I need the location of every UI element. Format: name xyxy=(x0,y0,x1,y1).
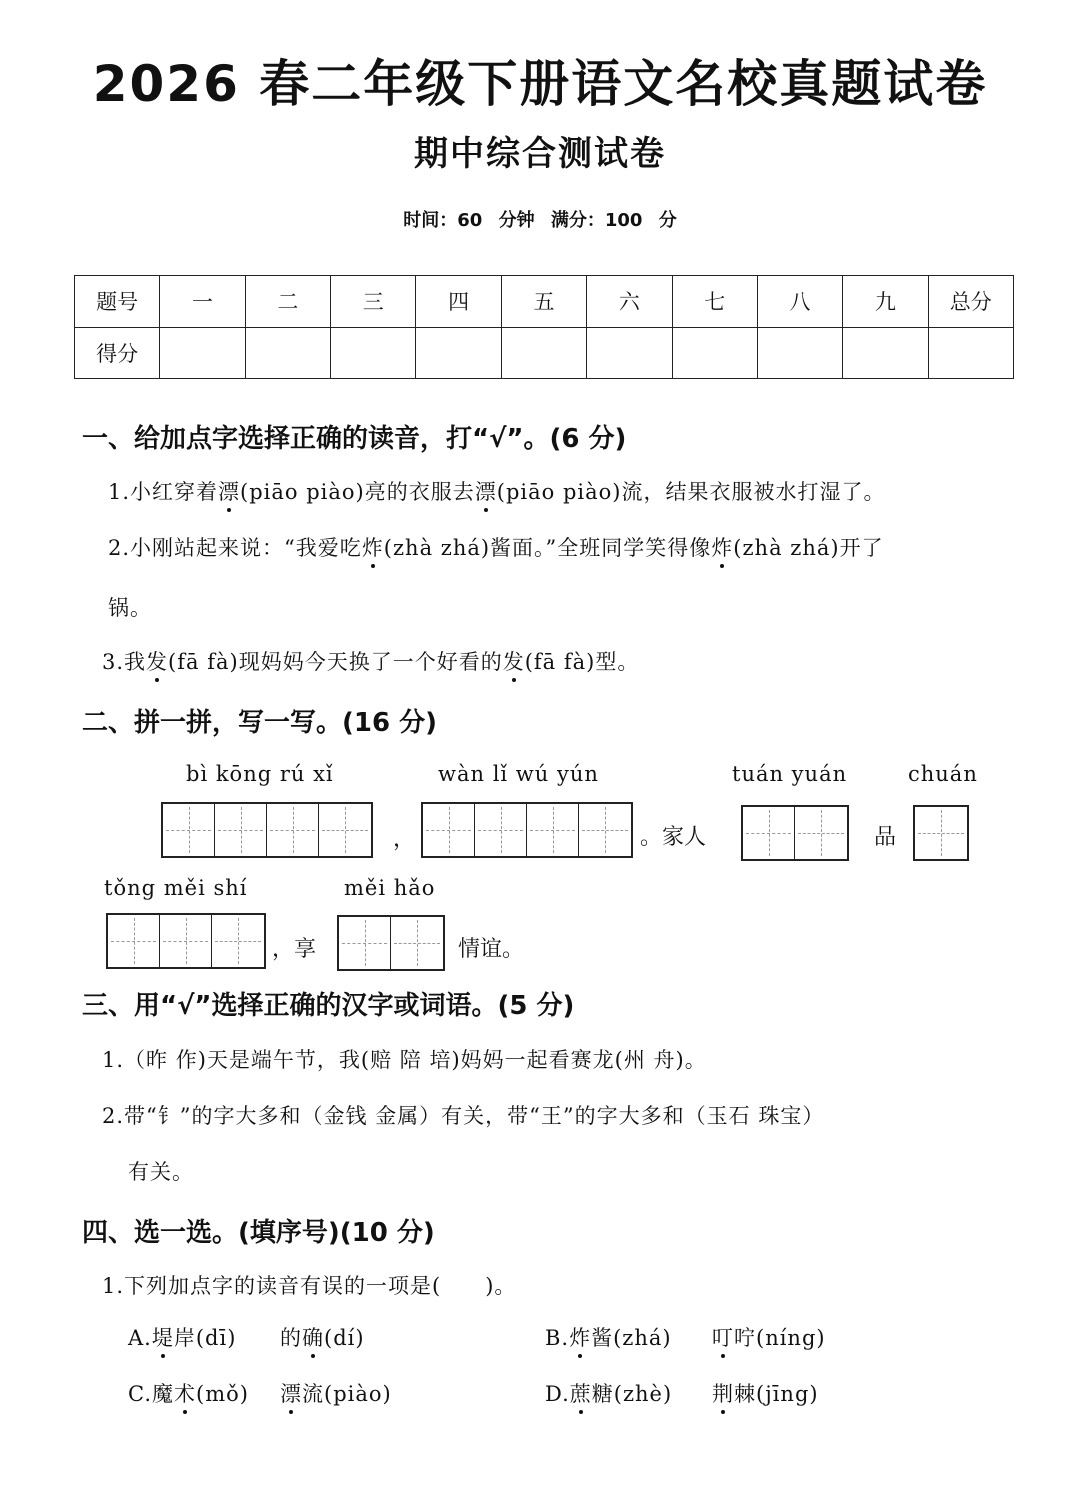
score-entry-cell[interactable] xyxy=(331,327,416,379)
writing-grid-3 xyxy=(106,913,266,969)
option-b-word-2 xyxy=(712,1322,826,1352)
score-entry-cell[interactable] xyxy=(757,327,842,379)
section1-question-3 xyxy=(102,646,639,676)
dotted-char: 炸 xyxy=(711,536,734,560)
table-cell: 五 xyxy=(501,276,586,328)
dotted-char: 蔗 xyxy=(569,1382,592,1406)
score-entry-cell[interactable] xyxy=(245,327,330,379)
score-entry-cell[interactable] xyxy=(416,327,501,379)
writing-cell[interactable] xyxy=(527,804,579,856)
section1-question-1 xyxy=(108,476,885,506)
option-d[interactable] xyxy=(545,1378,672,1408)
section3-question-1: 1.（昨 作)天是端午节，我(赔 陪 培)妈妈一起看赛龙(州 舟)。 xyxy=(102,1048,707,1072)
writing-cell[interactable] xyxy=(339,917,391,969)
question-text: (fā fà)现妈妈今天换了一个好看的 xyxy=(168,650,503,674)
table-cell: 题号 xyxy=(75,276,160,328)
exam-title: 2026 春二年级下册语文名校真题试卷 xyxy=(92,55,988,113)
option-label: C. xyxy=(128,1382,152,1406)
dotted-char: 叮 xyxy=(712,1326,734,1350)
score-entry-cell[interactable] xyxy=(501,327,586,379)
question-text: 1.小红穿着 xyxy=(108,480,219,504)
table-cell: 七 xyxy=(672,276,757,328)
table-cell: 三 xyxy=(331,276,416,328)
table-cell: 九 xyxy=(843,276,928,328)
fill-text: 。家人 xyxy=(640,825,707,850)
dotted-char: 炸 xyxy=(361,536,384,560)
section3-question-2-continued: 有关。 xyxy=(128,1160,194,1184)
question-text: (zhà zhá)开了 xyxy=(733,536,884,560)
score-table-score-row xyxy=(75,327,1014,379)
score-entry-cell[interactable] xyxy=(160,327,245,379)
question-text: 2.小刚站起来说：“我爱吃 xyxy=(108,536,362,560)
option-text: 流(piào) xyxy=(302,1382,392,1406)
fill-text: ，享 xyxy=(272,937,317,962)
option-c-word-2 xyxy=(280,1378,392,1408)
writing-cell[interactable] xyxy=(108,915,160,967)
option-text: (dí) xyxy=(324,1326,365,1350)
dotted-char: 确 xyxy=(302,1326,324,1350)
section1-title: 一、给加点字选择正确的读音，打“√”。(6 分) xyxy=(82,424,627,454)
writing-cell[interactable] xyxy=(423,804,475,856)
option-label: D. xyxy=(545,1382,570,1406)
option-text: 酱(zhá) xyxy=(591,1326,672,1350)
fill-text: ， xyxy=(393,827,416,852)
writing-cell[interactable] xyxy=(319,804,371,856)
writing-grid-4 xyxy=(421,802,633,858)
option-text: 咛(níng) xyxy=(734,1326,826,1350)
option-text: 的 xyxy=(280,1326,302,1350)
section2-title: 二、拼一拼，写一写。(16 分) xyxy=(82,708,437,738)
dotted-char: 发 xyxy=(146,650,169,674)
dotted-char: 炸 xyxy=(569,1326,592,1350)
section1-question-2 xyxy=(108,532,884,562)
option-label: A. xyxy=(128,1326,152,1350)
option-a-word-2 xyxy=(280,1322,365,1352)
writing-cell[interactable] xyxy=(212,915,264,967)
writing-cell[interactable] xyxy=(795,807,847,859)
score-table xyxy=(74,275,1014,379)
writing-grid-2 xyxy=(337,915,445,971)
option-text: 棘(jīng) xyxy=(734,1382,819,1406)
writing-grid-4 xyxy=(161,802,373,858)
option-label: B. xyxy=(545,1326,570,1350)
writing-cell[interactable] xyxy=(215,804,267,856)
option-text: 糖(zhè) xyxy=(591,1382,673,1406)
option-b[interactable] xyxy=(545,1322,672,1352)
table-cell: 得分 xyxy=(75,327,160,379)
writing-cell[interactable] xyxy=(915,807,967,859)
writing-cell[interactable] xyxy=(743,807,795,859)
option-text: 岸(dī) xyxy=(173,1326,237,1350)
table-cell: 总分 xyxy=(928,276,1013,328)
writing-cell[interactable] xyxy=(163,804,215,856)
section3-title: 三、用“√”选择正确的汉字或词语。(5 分) xyxy=(82,991,575,1021)
pinyin-label: měi hǎo xyxy=(344,876,436,900)
pinyin-label: chuán xyxy=(908,762,978,786)
score-entry-cell[interactable] xyxy=(587,327,672,379)
writing-cell[interactable] xyxy=(475,804,527,856)
dotted-char: 漂 xyxy=(218,480,241,504)
score-entry-cell[interactable] xyxy=(928,327,1013,379)
question-text: (fā fà)型。 xyxy=(524,650,640,674)
table-cell: 六 xyxy=(587,276,672,328)
writing-grid-1 xyxy=(913,805,969,861)
table-cell: 一 xyxy=(160,276,245,328)
exam-subtitle: 期中综合测试卷 xyxy=(414,134,666,174)
pinyin-label: tǒng měi shí xyxy=(104,876,248,900)
score-entry-cell[interactable] xyxy=(843,327,928,379)
dotted-char: 堤 xyxy=(151,1326,174,1350)
time-score-info: 时间：60 分钟 满分：100 分 xyxy=(403,210,677,231)
fill-text: 情谊。 xyxy=(458,937,525,962)
option-text: (mǒ) xyxy=(196,1382,249,1406)
fill-text: 品 xyxy=(874,825,897,850)
option-d-word-2 xyxy=(712,1378,819,1408)
section1-question-2-continued: 锅。 xyxy=(108,596,152,620)
writing-grid-2 xyxy=(741,805,849,861)
option-a[interactable] xyxy=(128,1322,236,1352)
dotted-char: 术 xyxy=(174,1382,196,1406)
section3-question-2: 2.带“钅”的字大多和（金钱 金属）有关，带“王”的字大多和（玉石 珠宝） xyxy=(102,1104,825,1128)
writing-cell[interactable] xyxy=(391,917,443,969)
writing-cell[interactable] xyxy=(579,804,631,856)
question-text: (zhà zhá)酱面。”全班同学笑得像 xyxy=(383,536,712,560)
dotted-char: 漂 xyxy=(280,1382,302,1406)
question-text: 3.我 xyxy=(102,650,147,674)
table-cell: 二 xyxy=(245,276,330,328)
section4-question-1: 1.下列加点字的读音有误的一项是( )。 xyxy=(102,1274,517,1298)
writing-cell[interactable] xyxy=(160,915,212,967)
score-table-header-row xyxy=(75,276,1014,328)
table-cell: 四 xyxy=(416,276,501,328)
pinyin-label: tuán yuán xyxy=(732,762,848,786)
dotted-char: 漂 xyxy=(474,480,497,504)
pinyin-label: bì kōng rú xǐ xyxy=(186,762,334,786)
dotted-char: 荆 xyxy=(712,1382,734,1406)
score-entry-cell[interactable] xyxy=(672,327,757,379)
pinyin-label: wàn lǐ wú yún xyxy=(438,762,599,786)
option-c[interactable] xyxy=(128,1378,249,1408)
question-text: (piāo piào)亮的衣服去 xyxy=(240,480,475,504)
option-text: 魔 xyxy=(152,1382,174,1406)
table-cell: 八 xyxy=(757,276,842,328)
section4-title: 四、选一选。(填序号)(10 分) xyxy=(82,1218,435,1248)
question-text: (piāo piào)流，结果衣服被水打湿了。 xyxy=(496,480,886,504)
dotted-char: 发 xyxy=(502,650,525,674)
writing-cell[interactable] xyxy=(267,804,319,856)
